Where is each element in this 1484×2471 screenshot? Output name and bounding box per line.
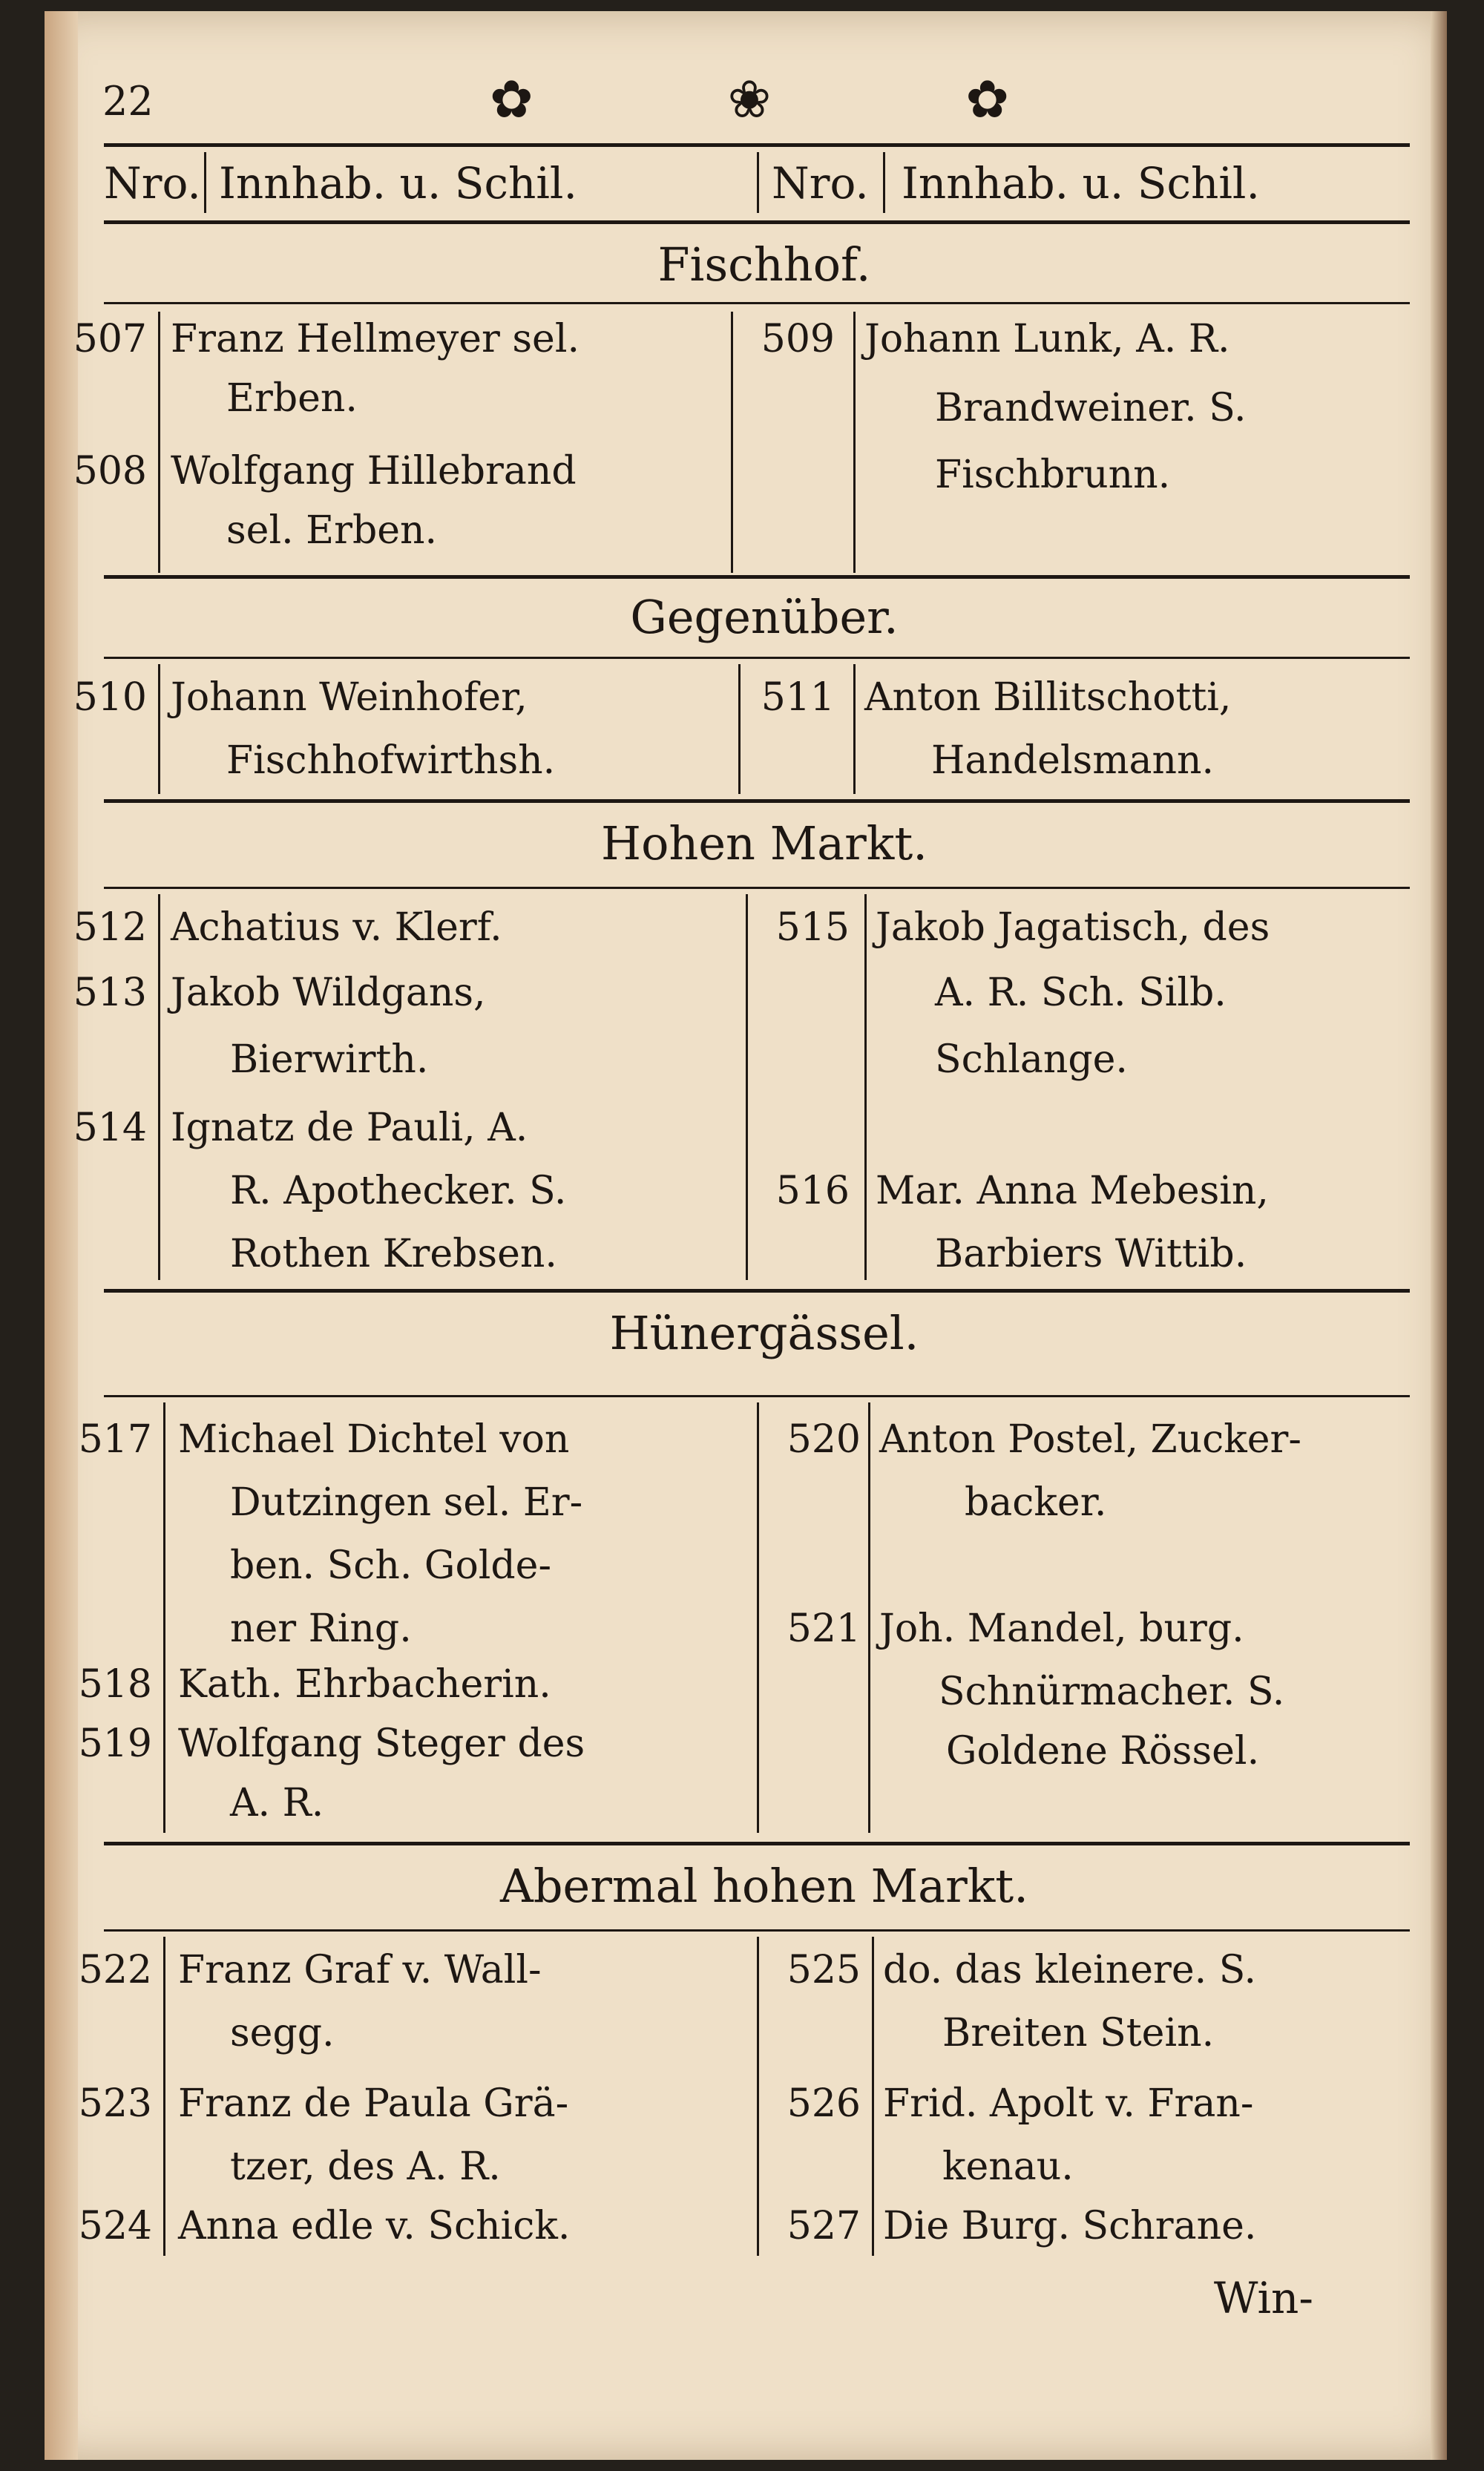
resident-line: tzer, des A. R.	[230, 2145, 501, 2189]
resident-line: Fischbrunn.	[935, 453, 1171, 497]
resident-line: Anton Postel, Zucker-	[879, 1417, 1301, 1462]
column-divider	[738, 664, 741, 794]
resident-line: Frid. Apolt v. Fran-	[883, 2081, 1254, 2126]
header-divider	[757, 152, 759, 213]
resident-line: Anton Billitschotti,	[864, 675, 1232, 720]
house-number: 519	[78, 1722, 152, 1766]
resident-line: do. das kleinere. S.	[883, 1948, 1257, 1992]
header-divider	[204, 152, 206, 213]
resident-line: Anna edle v. Schick.	[178, 2204, 571, 2248]
resident-line: Rothen Krebsen.	[230, 1232, 557, 1276]
house-number: 524	[78, 2204, 152, 2248]
house-number: 515	[775, 905, 850, 950]
resident-line: Dutzingen sel. Er-	[230, 1480, 583, 1525]
ornament-icon: ✿	[965, 69, 1009, 130]
house-number: 520	[787, 1417, 861, 1462]
house-number: 516	[775, 1169, 850, 1213]
resident-line: segg.	[230, 2011, 335, 2055]
column-divider	[757, 1937, 759, 2256]
house-number: 510	[73, 675, 147, 720]
column-divider	[853, 312, 856, 573]
top-rule	[104, 143, 1410, 147]
section-rule	[104, 575, 1410, 579]
section-rule	[104, 799, 1410, 803]
resident-line: Franz Graf v. Wall-	[178, 1948, 542, 1992]
street-heading: Fischhof.	[657, 237, 871, 292]
house-number: 525	[787, 1948, 861, 1992]
street-heading: Hünergässel.	[609, 1306, 919, 1360]
resident-line: Schnürmacher. S.	[939, 1670, 1285, 1714]
street-heading: Abermal hohen Markt.	[500, 1859, 1028, 1913]
column-divider	[158, 664, 160, 794]
resident-line: sel. Erben.	[226, 508, 438, 553]
house-number: 509	[761, 317, 835, 361]
page-number: 22	[102, 78, 154, 125]
column-divider	[868, 1402, 870, 1833]
header-number-right: Nro.	[772, 158, 869, 209]
resident-line: Franz de Paula Grä-	[178, 2081, 569, 2126]
resident-line: Goldene Rössel.	[946, 1729, 1260, 1773]
resident-line: Joh. Mandel, burg.	[879, 1607, 1244, 1651]
column-divider	[853, 664, 856, 794]
resident-line: R. Apothecker. S.	[230, 1169, 567, 1213]
resident-line: Jakob Wildgans,	[171, 971, 486, 1015]
ornament-row	[490, 69, 1009, 130]
house-number: 508	[73, 449, 147, 493]
column-divider	[746, 894, 748, 1280]
column-divider	[864, 894, 867, 1280]
resident-line: Wolfgang Hillebrand	[171, 449, 577, 493]
resident-line: Barbiers Wittib.	[935, 1232, 1247, 1276]
header-name-left: Innhab. u. Schil.	[219, 158, 577, 209]
house-number: 513	[73, 971, 147, 1015]
street-heading: Hohen Markt.	[601, 816, 928, 870]
resident-line: Die Burg. Schrane.	[883, 2204, 1257, 2248]
resident-line: Ignatz de Pauli, A.	[171, 1106, 528, 1150]
header-rule	[104, 220, 1410, 224]
catchword: Win-	[1213, 2273, 1313, 2323]
house-number: 512	[73, 905, 147, 950]
column-divider	[757, 1402, 759, 1833]
column-divider	[872, 1937, 874, 2256]
resident-line: Schlange.	[935, 1037, 1128, 1082]
house-number: 518	[78, 1662, 152, 1707]
house-number: 511	[761, 675, 835, 720]
house-number: 522	[78, 1948, 152, 1992]
house-number: 517	[78, 1417, 152, 1462]
resident-line: Fischhofwirthsh.	[226, 738, 556, 783]
house-number: 521	[787, 1607, 861, 1651]
resident-line: Handelsmann.	[931, 738, 1215, 783]
resident-line: Erben.	[226, 376, 358, 421]
resident-line: Jakob Jagatisch, des	[876, 905, 1270, 950]
section-rule	[104, 1289, 1410, 1293]
resident-line: Breiten Stein.	[942, 2011, 1215, 2055]
column-divider	[158, 312, 160, 573]
resident-line: Bierwirth.	[230, 1037, 429, 1082]
house-number: 507	[73, 317, 147, 361]
section-rule	[104, 302, 1410, 304]
resident-line: Franz Hellmeyer sel.	[171, 317, 580, 361]
column-header	[104, 152, 1410, 213]
resident-line: Johann Weinhofer,	[171, 675, 528, 720]
resident-line: A. R. Sch. Silb.	[935, 971, 1227, 1015]
column-divider	[163, 1937, 165, 2256]
resident-line: Johann Lunk, A. R.	[864, 317, 1230, 361]
header-name-right: Innhab. u. Schil.	[902, 158, 1260, 209]
column-divider	[158, 894, 160, 1280]
resident-line: kenau.	[942, 2145, 1074, 2189]
header-number-left: Nro.	[104, 158, 201, 209]
section-rule	[104, 887, 1410, 889]
resident-line: ben. Sch. Golde-	[230, 1543, 552, 1588]
ornament-icon: ✿	[490, 69, 533, 130]
section-rule	[104, 1395, 1410, 1397]
resident-line: ner Ring.	[230, 1607, 412, 1651]
column-divider	[731, 312, 733, 573]
column-divider	[163, 1402, 165, 1833]
resident-line: Mar. Anna Mebesin,	[876, 1169, 1269, 1213]
resident-line: backer.	[965, 1480, 1107, 1525]
ornament-icon: ❀	[727, 69, 772, 130]
section-rule	[104, 1929, 1410, 1932]
resident-line: Brandweiner. S.	[935, 386, 1247, 430]
resident-line: Achatius v. Klerf.	[171, 905, 502, 950]
resident-line: A. R.	[230, 1781, 324, 1825]
house-number: 523	[78, 2081, 152, 2126]
header-divider	[883, 152, 885, 213]
street-heading: Gegenüber.	[630, 590, 899, 644]
resident-line: Kath. Ehrbacherin.	[178, 1662, 551, 1707]
section-rule	[104, 1842, 1410, 1845]
binding-shadow	[1431, 11, 1447, 2460]
house-number: 514	[73, 1106, 147, 1150]
resident-line: Wolfgang Steger des	[178, 1722, 585, 1766]
resident-line: Michael Dichtel von	[178, 1417, 570, 1462]
house-number: 527	[787, 2204, 861, 2248]
section-rule	[104, 657, 1410, 659]
book-page	[45, 11, 1447, 2460]
house-number: 526	[787, 2081, 861, 2126]
